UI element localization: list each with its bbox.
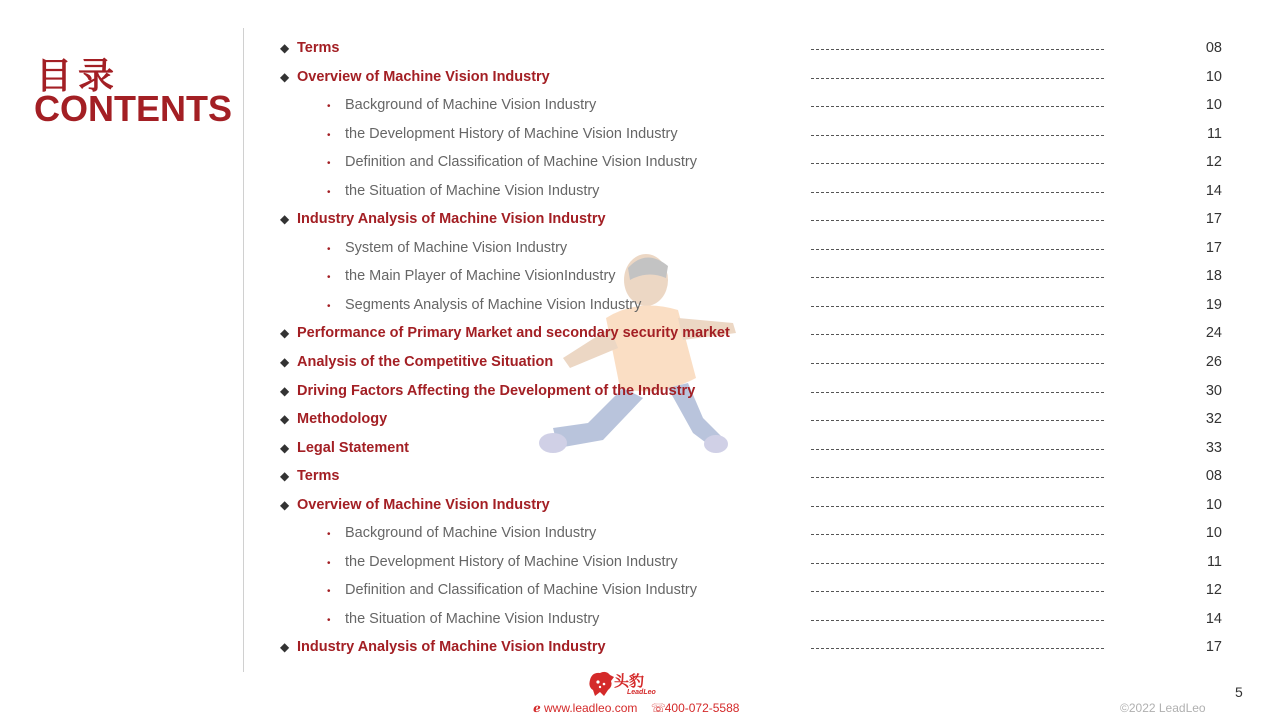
toc-item[interactable] bbox=[0, 64, 1280, 93]
dot-bullet-icon: • bbox=[327, 129, 331, 141]
diamond-bullet-icon: ◆ bbox=[280, 640, 290, 655]
toc-item-label bbox=[280, 468, 339, 484]
dot-bullet-icon: • bbox=[327, 614, 331, 626]
diamond-bullet-icon: ◆ bbox=[280, 497, 290, 512]
diamond-bullet-icon: ◆ bbox=[280, 469, 290, 484]
toc-item[interactable] bbox=[0, 206, 1280, 235]
toc-leader-dashes bbox=[811, 277, 1104, 278]
toc-leader-dashes bbox=[811, 449, 1104, 450]
toc-item-label bbox=[327, 126, 678, 142]
toc-item-label bbox=[327, 611, 599, 627]
toc-item-text: Segments Analysis of Machine Vision Industry bbox=[345, 296, 642, 313]
toc-item[interactable] bbox=[0, 178, 1280, 207]
dot-bullet-icon: • bbox=[327, 529, 331, 541]
toc-item-label bbox=[280, 497, 550, 513]
toc-leader-dashes bbox=[811, 648, 1104, 649]
toc-page-number: 18 bbox=[1205, 268, 1222, 285]
toc-item-text: the Situation of Machine Vision Industry bbox=[345, 182, 600, 199]
toc-page-number: 10 bbox=[1205, 68, 1222, 85]
toc-item[interactable] bbox=[0, 606, 1280, 635]
dot-bullet-icon: • bbox=[327, 586, 331, 598]
toc-item-text: Definition and Classification of Machine Vision Industry bbox=[345, 582, 697, 599]
toc-item-text: the Main Player of Machine VisionIndustry bbox=[345, 268, 616, 285]
diamond-bullet-icon: ◆ bbox=[280, 69, 290, 84]
toc-page-number: 10 bbox=[1205, 496, 1222, 513]
toc-leader-dashes bbox=[811, 591, 1104, 592]
diamond-bullet-icon: ◆ bbox=[280, 355, 290, 370]
toc-item-text: Background of Machine Vision Industry bbox=[345, 525, 597, 542]
toc-item[interactable] bbox=[0, 520, 1280, 549]
title-en: CONTENTS bbox=[34, 88, 232, 129]
toc-page-number: 19 bbox=[1205, 296, 1222, 313]
toc-page-number: 24 bbox=[1205, 325, 1222, 342]
toc-item-label bbox=[327, 183, 599, 199]
dot-bullet-icon: • bbox=[327, 186, 331, 198]
diamond-bullet-icon: ◆ bbox=[280, 412, 290, 427]
dot-bullet-icon: • bbox=[327, 101, 331, 113]
toc-leader-dashes bbox=[811, 420, 1104, 421]
toc-leader-dashes bbox=[811, 192, 1104, 193]
toc-item-text: Industry Analysis of Machine Vision Industry bbox=[297, 211, 606, 228]
toc-item-text: Terms bbox=[297, 40, 340, 56]
toc-item-label bbox=[327, 268, 616, 284]
toc-item-label bbox=[280, 639, 606, 655]
toc-item-text: Analysis of the Competitive Situation bbox=[297, 354, 554, 371]
toc-item-text: the Development History of Machine Vision Industry bbox=[345, 553, 678, 570]
toc-item-label bbox=[327, 297, 641, 313]
toc-item[interactable] bbox=[0, 549, 1280, 578]
diamond-bullet-icon: ◆ bbox=[280, 383, 290, 398]
diamond-bullet-icon: ◆ bbox=[280, 440, 290, 455]
web-icon: ℯ bbox=[533, 701, 541, 715]
toc-page-number: 14 bbox=[1205, 182, 1222, 199]
toc-item-label bbox=[280, 411, 387, 427]
diamond-bullet-icon: ◆ bbox=[280, 326, 290, 341]
logo-name-cn: 头豹 bbox=[614, 672, 645, 690]
toc-leader-dashes bbox=[811, 163, 1104, 164]
toc-item-text: Overview of Machine Vision Industry bbox=[297, 496, 550, 513]
toc-item-label bbox=[327, 97, 596, 113]
phone-number: 400-072-5588 bbox=[664, 701, 740, 715]
toc-item-label bbox=[327, 154, 697, 170]
toc-item-label bbox=[280, 440, 409, 456]
dot-bullet-icon: • bbox=[327, 272, 331, 284]
toc-item-label bbox=[280, 40, 339, 56]
toc-page-number: 12 bbox=[1205, 154, 1222, 171]
diamond-bullet-icon: ◆ bbox=[280, 41, 290, 55]
toc-page-number: 26 bbox=[1205, 354, 1222, 371]
toc-page-number: 17 bbox=[1205, 239, 1222, 256]
toc-page-number: 08 bbox=[1205, 40, 1222, 56]
toc-item-text: Methodology bbox=[297, 411, 388, 428]
toc-page-number: 14 bbox=[1205, 610, 1222, 627]
toc-item-text: Legal Statement bbox=[297, 439, 409, 456]
title-cn: 目录 bbox=[36, 56, 121, 97]
toc-item-text: Background of Machine Vision Industry bbox=[345, 97, 597, 114]
toc-item[interactable] bbox=[0, 263, 1280, 292]
toc-item-label bbox=[327, 240, 567, 256]
toc-leader-dashes bbox=[811, 220, 1104, 221]
toc-item-label bbox=[280, 69, 550, 85]
toc-item-text: System of Machine Vision Industry bbox=[345, 239, 568, 256]
toc-leader-dashes bbox=[811, 506, 1104, 507]
toc-item-label bbox=[327, 525, 596, 541]
toc-item[interactable] bbox=[0, 35, 1280, 64]
toc-leader-dashes bbox=[811, 620, 1104, 621]
toc-item[interactable] bbox=[0, 292, 1280, 321]
toc-page-number: 30 bbox=[1205, 382, 1222, 399]
toc-item-label bbox=[280, 325, 730, 341]
toc-item-label bbox=[327, 554, 678, 570]
toc-leader-dashes bbox=[811, 249, 1104, 250]
leopard-logo-icon bbox=[586, 668, 616, 700]
toc-item[interactable] bbox=[0, 235, 1280, 264]
toc-item[interactable] bbox=[0, 92, 1280, 121]
toc-item[interactable] bbox=[0, 634, 1280, 663]
toc-item[interactable] bbox=[0, 406, 1280, 435]
toc-leader-dashes bbox=[811, 563, 1104, 564]
toc-item[interactable] bbox=[0, 577, 1280, 606]
toc-item-text: Driving Factors Affecting the Development of the Industry bbox=[297, 382, 696, 399]
toc-page-number: 08 bbox=[1205, 468, 1222, 485]
toc-leader-dashes bbox=[811, 306, 1104, 307]
toc-item[interactable] bbox=[0, 378, 1280, 407]
toc-leader-dashes bbox=[811, 392, 1104, 393]
toc-page-number: 11 bbox=[1206, 553, 1222, 570]
toc-item-label bbox=[280, 211, 606, 227]
toc-item-text: Industry Analysis of Machine Vision Industry bbox=[297, 639, 606, 656]
footer-contact bbox=[530, 701, 739, 715]
toc-leader-dashes bbox=[811, 49, 1104, 50]
dot-bullet-icon: • bbox=[327, 300, 331, 312]
dot-bullet-icon: • bbox=[327, 158, 331, 170]
toc-leader-dashes bbox=[811, 477, 1104, 478]
toc-page-number: 33 bbox=[1205, 439, 1222, 456]
toc-list bbox=[0, 35, 1280, 663]
toc-item[interactable] bbox=[0, 121, 1280, 150]
toc-item-text: Terms bbox=[297, 468, 340, 485]
toc-leader-dashes bbox=[811, 78, 1104, 79]
toc-item[interactable] bbox=[0, 463, 1280, 492]
logo-name-en: LeadLeo bbox=[627, 689, 656, 696]
toc-item-label bbox=[280, 383, 695, 399]
toc-item-text: Overview of Machine Vision Industry bbox=[297, 68, 550, 85]
toc-item[interactable] bbox=[0, 320, 1280, 349]
toc-item-text: the Situation of Machine Vision Industry bbox=[345, 610, 600, 627]
toc-item-text: Performance of Primary Market and secondary security market bbox=[297, 325, 730, 342]
toc-item-label bbox=[280, 354, 553, 370]
toc-item[interactable] bbox=[0, 492, 1280, 521]
page-number: 5 bbox=[1235, 684, 1243, 700]
website-link[interactable]: www.leadleo.com bbox=[544, 701, 638, 715]
toc-item[interactable] bbox=[0, 435, 1280, 464]
diamond-bullet-icon: ◆ bbox=[280, 212, 290, 227]
dot-bullet-icon: • bbox=[327, 557, 331, 569]
toc-leader-dashes bbox=[811, 534, 1104, 535]
dot-bullet-icon: • bbox=[327, 243, 331, 255]
toc-item-text: the Development History of Machine Vision Industry bbox=[345, 125, 678, 142]
toc-page-number: 10 bbox=[1205, 97, 1222, 114]
toc-page-number: 12 bbox=[1205, 582, 1222, 599]
toc-page-number: 17 bbox=[1205, 211, 1222, 228]
toc-item[interactable] bbox=[0, 349, 1280, 378]
toc-page-number: 32 bbox=[1205, 411, 1222, 428]
toc-leader-dashes bbox=[811, 363, 1104, 364]
toc-page-number: 17 bbox=[1205, 639, 1222, 656]
toc-leader-dashes bbox=[811, 106, 1104, 107]
toc-page-number: 10 bbox=[1205, 525, 1222, 542]
toc-leader-dashes bbox=[811, 135, 1104, 136]
toc-leader-dashes bbox=[811, 334, 1104, 335]
toc-item[interactable] bbox=[0, 149, 1280, 178]
toc-item-label bbox=[327, 582, 697, 598]
phone-icon: ☏ bbox=[650, 701, 666, 715]
toc-item-text: Definition and Classification of Machine Vision Industry bbox=[345, 154, 697, 171]
toc-page-number: 11 bbox=[1206, 125, 1222, 142]
copyright: ©2022 LeadLeo bbox=[1120, 701, 1206, 715]
